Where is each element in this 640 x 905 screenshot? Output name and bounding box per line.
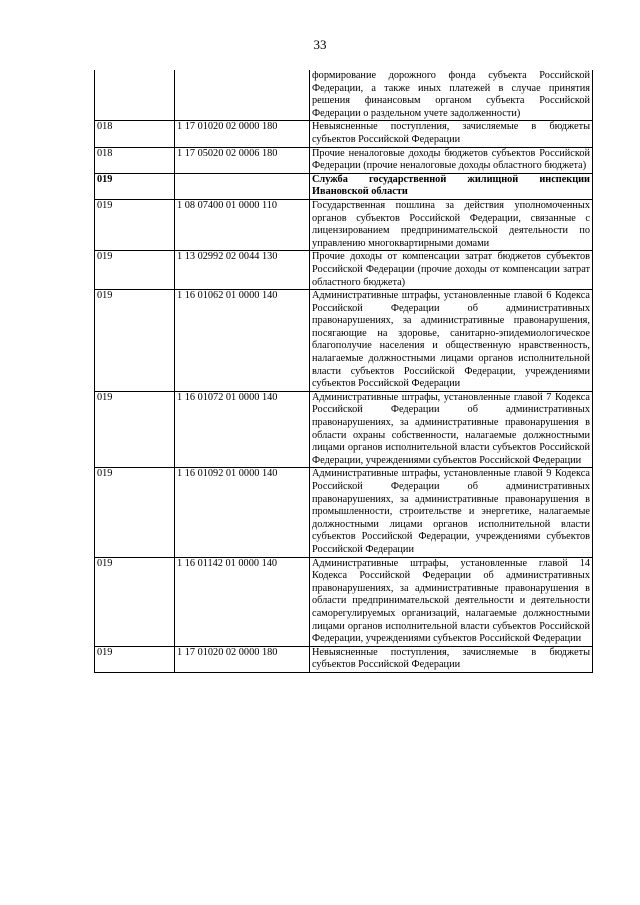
table-row bbox=[95, 70, 593, 121]
admin-code-cell: 019 bbox=[95, 468, 175, 557]
admin-code-cell: 018 bbox=[95, 147, 175, 173]
admin-code-cell: 019 bbox=[95, 646, 175, 672]
table-row bbox=[95, 121, 593, 147]
page-number: 33 bbox=[313, 37, 327, 52]
description-cell: Невыясненные поступления, зачисляемые в бюджеты субъектов Российской Федерации bbox=[310, 121, 593, 147]
admin-code-cell: 019 bbox=[95, 199, 175, 250]
revenue-codes-table bbox=[94, 70, 593, 673]
table-row bbox=[95, 646, 593, 672]
admin-code-cell: 019 bbox=[95, 251, 175, 290]
budget-code-cell: 1 16 01062 01 0000 140 bbox=[175, 290, 310, 392]
description-cell: формирование дорожного фонда субъекта Российской Федерации, а также иных платежей в случае принятия решения финансовым органом субъекта Российской Федерации о раздельном учете задолженности) bbox=[310, 70, 593, 121]
budget-code-cell: 1 16 01072 01 0000 140 bbox=[175, 391, 310, 468]
description-cell: Административные штрафы, установленные главой 9 Кодекса Российской Федерации об административных правонарушениях, за административные правонарушения в промышленности, строительстве и энергетике, налагаемые должностными лицами органов исполнительной власти субъектов Российской Федерации, учреждениями субъектов Российской Федерации bbox=[310, 468, 593, 557]
admin-code-cell bbox=[95, 70, 175, 121]
description-cell: Административные штрафы, установленные главой 6 Кодекса Российской Федерации об административных правонарушениях, за административные правонарушения, посягающие на здоровье, санитарно-эпидемиологическое благополучие населения и общественную нравственность, налагаемые должностными лицами органов исполнительной власти субъектов Российской Федерации, учреждениями субъектов Российской Федерации bbox=[310, 290, 593, 392]
budget-code-cell: 1 08 07400 01 0000 110 bbox=[175, 199, 310, 250]
table-row bbox=[95, 147, 593, 173]
description-cell: Невыясненные поступления, зачисляемые в бюджеты субъектов Российской Федерации bbox=[310, 646, 593, 672]
table-row bbox=[95, 391, 593, 468]
table-row bbox=[95, 290, 593, 392]
budget-code-cell bbox=[175, 173, 310, 199]
description-cell: Прочие неналоговые доходы бюджетов субъектов Российской Федерации (прочие неналоговые доходы областного бюджета) bbox=[310, 147, 593, 173]
budget-code-cell: 1 17 05020 02 0006 180 bbox=[175, 147, 310, 173]
admin-code-cell: 019 bbox=[95, 290, 175, 392]
admin-code-cell: 019 bbox=[95, 173, 175, 199]
table-row bbox=[95, 468, 593, 557]
budget-code-cell: 1 17 01020 02 0000 180 bbox=[175, 646, 310, 672]
admin-code-cell: 019 bbox=[95, 557, 175, 646]
table-row bbox=[95, 557, 593, 646]
description-cell: Прочие доходы от компенсации затрат бюджетов субъектов Российской Федерации (прочие доходы от компенсации затрат областного бюджета) bbox=[310, 251, 593, 290]
budget-code-cell: 1 13 02992 02 0044 130 bbox=[175, 251, 310, 290]
section-header-row bbox=[95, 173, 593, 199]
budget-code-cell: 1 16 01142 01 0000 140 bbox=[175, 557, 310, 646]
budget-code-cell: 1 17 01020 02 0000 180 bbox=[175, 121, 310, 147]
description-cell: Административные штрафы, установленные главой 14 Кодекса Российской Федерации об административных правонарушениях, за административные правонарушения в области предпринимательской деятельности и деятельности саморегулируемых организаций, налагаемые должностными лицами органов исполнительной власти субъектов Российской Федерации, учреждениями субъектов Российской Федерации bbox=[310, 557, 593, 646]
admin-code-cell: 019 bbox=[95, 391, 175, 468]
description-cell: Государственная пошлина за действия уполномоченных органов субъектов Российской Федерации, связанные с лицензированием предпринимательской деятельности по управлению многоквартирными домами bbox=[310, 199, 593, 250]
admin-code-cell: 018 bbox=[95, 121, 175, 147]
table-row bbox=[95, 199, 593, 250]
section-title-cell: Служба государственной жилищной инспекции Ивановской области bbox=[310, 173, 593, 199]
budget-code-cell: 1 16 01092 01 0000 140 bbox=[175, 468, 310, 557]
description-cell: Административные штрафы, установленные главой 7 Кодекса Российской Федерации об административных правонарушениях, за административные правонарушения в области охраны собственности, налагаемые должностными лицами органов исполнительной власти субъектов Российской Федерации, учреждениями субъектов Российской Федерации bbox=[310, 391, 593, 468]
budget-code-cell bbox=[175, 70, 310, 121]
table-row bbox=[95, 251, 593, 290]
